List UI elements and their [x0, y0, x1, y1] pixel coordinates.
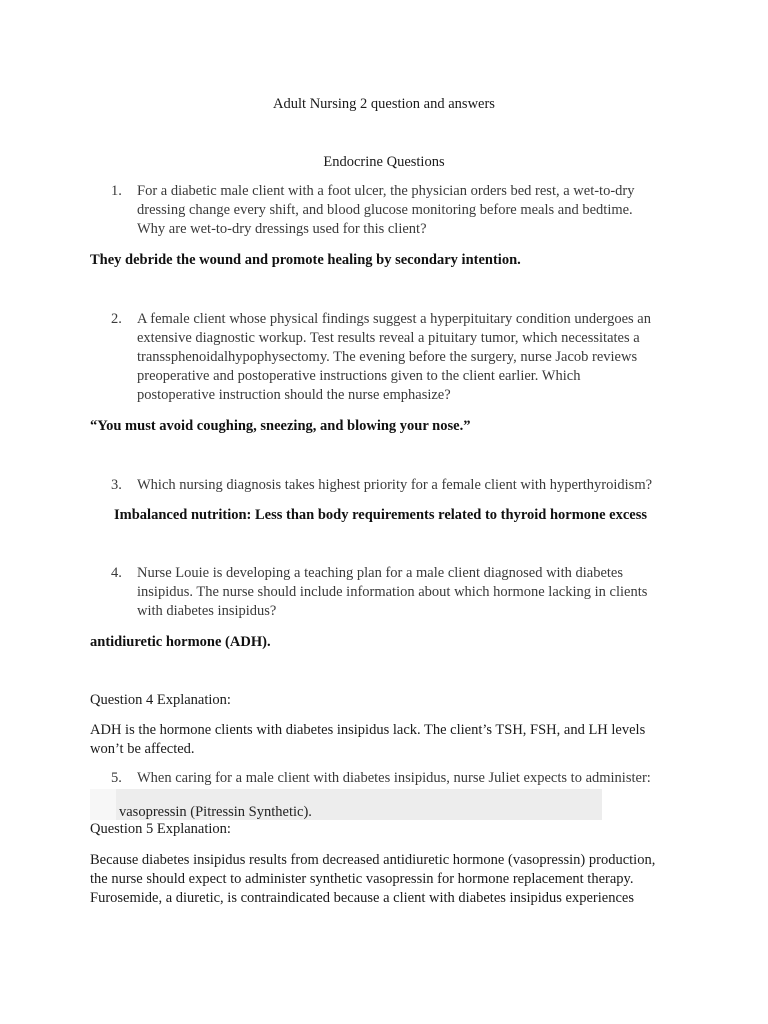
question-number: 4. — [111, 565, 122, 581]
question-3 — [111, 476, 653, 495]
question-4 — [111, 564, 648, 621]
answer-2: “You must avoid coughing, sneezing, and blowing your nose.” — [90, 418, 471, 434]
explanation-5-body — [90, 851, 655, 908]
question-5 — [111, 769, 651, 788]
explanation-4-body — [90, 721, 645, 759]
section-heading: Endocrine Questions — [323, 154, 445, 170]
question-text-line: A female client whose physical findings suggest a hyperpituitary condition undergoes an — [137, 311, 651, 327]
explanation-text-line: ADH is the hormone clients with diabetes insipidus lack. The client’s TSH, FSH, and LH levels — [90, 722, 646, 738]
question-1 — [111, 182, 635, 239]
answer-3: Imbalanced nutrition: Less than body requirements related to thyroid hormone excess — [114, 507, 648, 523]
answer-1: They debride the wound and promote healing by secondary intention. — [90, 252, 521, 268]
question-text-line: insipidus. The nurse should include information about which hormone lacking in clients — [137, 584, 648, 600]
explanation-5-heading: Question 5 Explanation: — [90, 821, 231, 837]
question-number: 1. — [111, 183, 122, 199]
explanation-text-line: Furosemide, a diuretic, is contraindicated because a client with diabetes insipidus experiences — [90, 890, 634, 906]
question-text-line: with diabetes insipidus? — [137, 603, 277, 619]
question-text-line: dressing change every shift, and blood glucose monitoring before meals and bedtime. — [137, 202, 633, 218]
question-number: 3. — [111, 477, 122, 493]
question-text-line: Nurse Louie is developing a teaching plan for a male client diagnosed with diabetes — [137, 565, 623, 581]
highlight-gap — [90, 789, 116, 820]
question-number: 5. — [111, 770, 122, 786]
question-text-line: Why are wet-to-dry dressings used for this client? — [137, 221, 427, 237]
explanation-text-line: won’t be affected. — [90, 741, 195, 757]
question-number: 2. — [111, 311, 122, 327]
document-title: Adult Nursing 2 question and answers — [273, 96, 495, 112]
question-text-line: preoperative and postoperative instructions given to the client earlier. Which — [137, 368, 581, 384]
answer-4: antidiuretic hormone (ADH). — [90, 634, 271, 650]
explanation-4-heading: Question 4 Explanation: — [90, 692, 231, 708]
question-2 — [111, 310, 651, 405]
question-text-line: For a diabetic male client with a foot ulcer, the physician orders bed rest, a wet-to-dry — [137, 183, 635, 199]
question-text-line: When caring for a male client with diabetes insipidus, nurse Juliet expects to administer: — [137, 770, 651, 786]
answer-5: vasopressin (Pitressin Synthetic). — [119, 804, 312, 820]
question-text-line: postoperative instruction should the nurse emphasize? — [137, 387, 451, 403]
explanation-text-line: the nurse should expect to administer synthetic vasopressin for hormone replacement therapy. — [90, 871, 634, 887]
explanation-text-line: Because diabetes insipidus results from decreased antidiuretic hormone (vasopressin) production, — [90, 852, 656, 868]
question-text-line: transsphenoidalhypophysectomy. The evening before the surgery, nurse Jacob reviews — [137, 349, 638, 365]
question-text-line: Which nursing diagnosis takes highest priority for a female client with hyperthyroidism? — [137, 477, 653, 493]
question-text-line: extensive diagnostic workup. Test results reveal a pituitary tumor, which necessitates a — [137, 330, 640, 346]
